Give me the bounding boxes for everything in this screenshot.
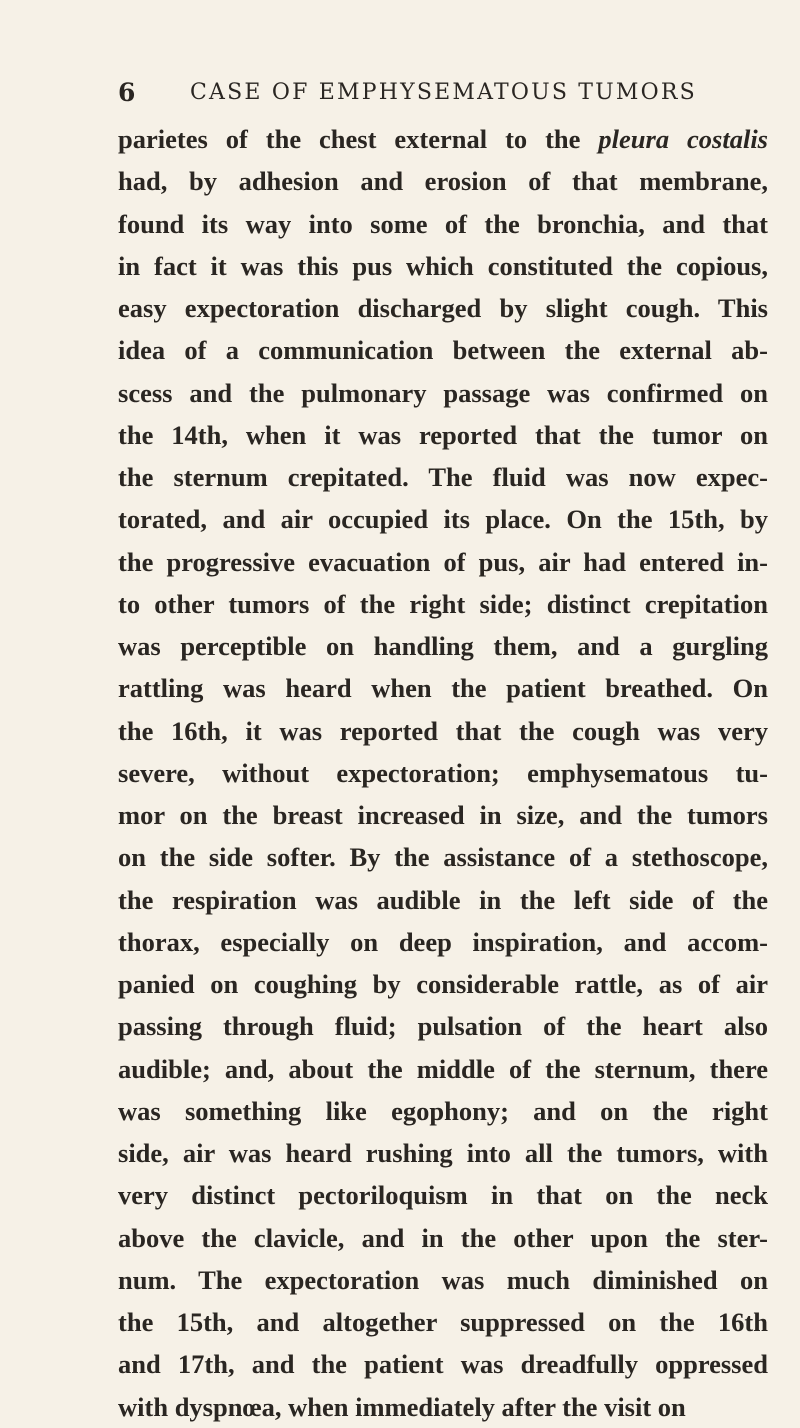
text-line: had, by adhesion and erosion of that membrane, (118, 166, 768, 197)
text-line: idea of a communication between the external ab- (118, 335, 768, 366)
running-head (0, 78, 800, 114)
text-line: thorax, especially on deep inspiration, and accom- (118, 926, 768, 957)
text-line: above the clavicle, and in the other upon the ster- (118, 1222, 768, 1253)
text-line: audible; and, about the middle of the sternum, there (118, 1053, 768, 1084)
text-line: in fact it was this pus which constituted the copious, (118, 250, 768, 281)
text-line: parietes of the chest external to the pleura costalis (118, 124, 768, 154)
text-line: very distinct pectoriloquism in that on the neck (118, 1180, 768, 1211)
page-number: 6 (118, 78, 136, 107)
text-line: severe, without expectoration; emphysematous tu- (118, 757, 768, 788)
text-line: mor on the breast increased in size, and the tumors (118, 800, 768, 830)
text-line: panied on coughing by considerable rattle, as of air (118, 969, 768, 999)
text-line: the 14th, when it was reported that the tumor on (118, 419, 768, 450)
text-line: found its way into some of the bronchia, and that (118, 208, 768, 239)
latin-term: pleura costalis (598, 124, 768, 154)
text-line: the 15th, and altogether suppressed on the 16th (118, 1307, 768, 1337)
text-line: the progressive evacuation of pus, air had entered in- (118, 546, 768, 577)
text-line: and 17th, and the patient was dreadfully oppressed (118, 1349, 768, 1380)
text-line: side, air was heard rushing into all the tumors, with (118, 1138, 768, 1168)
text-line: the sternum crepitated. The fluid was now expec- (118, 462, 768, 492)
text-line: rattling was heard when the patient breathed. On (118, 673, 768, 704)
text-line: was something like egophony; and on the right (118, 1095, 768, 1126)
text-line: easy expectoration discharged by slight cough. This (118, 293, 768, 323)
text-line: the 16th, it was reported that the cough was very (118, 715, 768, 746)
text-line: scess and the pulmonary passage was confirmed on (118, 377, 768, 408)
text-line: was perceptible on handling them, and a gurgling (118, 631, 768, 661)
text-line: passing through fluid; pulsation of the heart also (118, 1011, 768, 1042)
text-line: num. The expectoration was much diminished on (118, 1264, 768, 1295)
text-line: on the side softer. By the assistance of a stethoscope, (118, 842, 768, 873)
text-line: with dyspnœa, when immediately after the visit on (118, 1391, 686, 1422)
text-line: torated, and air occupied its place. On the 15th, by (118, 504, 768, 535)
text-line: the respiration was audible in the left side of the (118, 884, 768, 915)
text-line: to other tumors of the right side; distinct crepitation (118, 588, 768, 619)
running-title: CASE OF EMPHYSEMATOUS TUMORS (190, 80, 697, 105)
body-text (118, 118, 768, 1428)
